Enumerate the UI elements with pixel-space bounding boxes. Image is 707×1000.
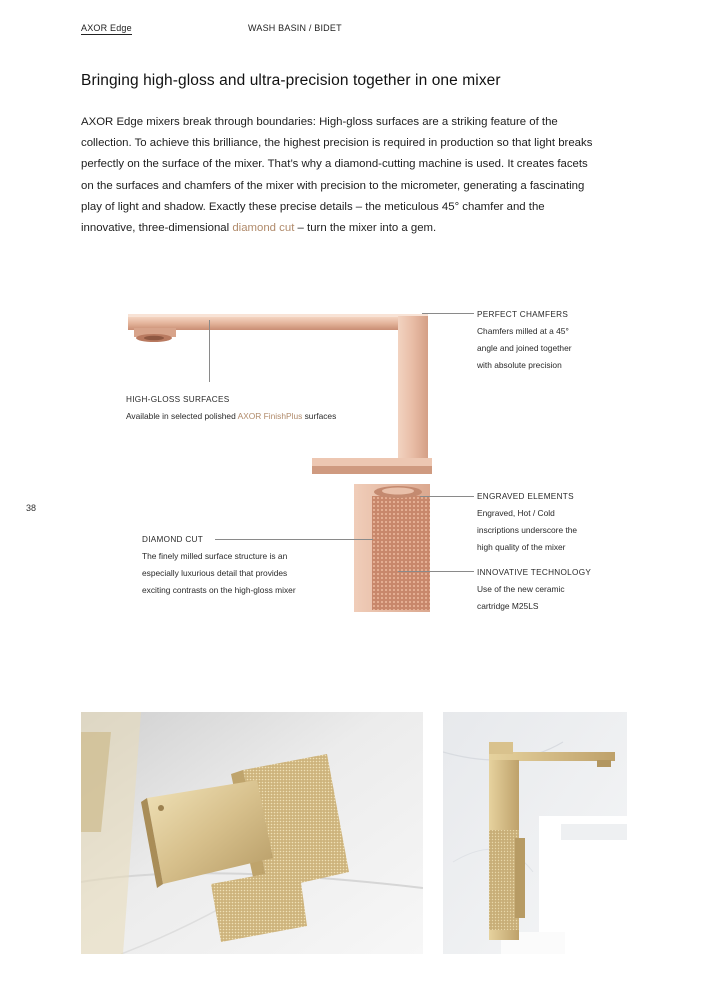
callout-title: HIGH-GLOSS SURFACES [126,395,230,404]
callout-text: surfaces [302,411,337,421]
callout-line: high quality of the mixer [477,542,566,552]
mixer-basin-image [443,712,627,954]
callout-innovative-technology [477,564,591,615]
callout-line: angle and joined together [477,343,572,353]
callout-engraved-elements [477,488,577,556]
callout-line: cartridge M25LS [477,601,539,611]
callout-line: inscriptions underscore the [477,525,578,535]
intro-text-2: – turn the mixer into a gem. [294,222,437,235]
callout-line: The finely milled surface structure is an [142,551,288,561]
page-number: 38 [26,503,37,513]
callout-text: Available in selected polished [126,411,238,421]
callout-perfect-chamfers [477,306,572,374]
callout-line: Chamfers milled at a 45° [477,326,569,336]
callout-line: especially luxurious detail that provides [142,568,288,578]
photo-mixer-closeup [81,712,423,954]
callout-high-gloss [126,391,336,425]
leader-line-chamfers [422,313,474,314]
leader-line-innovative [398,571,474,572]
section-label: WASH BASIN / BIDET [248,23,342,33]
callout-title: ENGRAVED ELEMENTS [477,492,574,501]
callout-title: DIAMOND CUT [142,535,204,544]
callout-diamond-cut [142,531,296,599]
photo-mixer-basin [443,712,627,954]
brand-label: AXOR Edge [81,23,132,33]
callout-line: exciting contrasts on the high-gloss mixer [142,585,296,595]
callout-title: INNOVATIVE TECHNOLOGY [477,568,592,577]
mixer-closeup-image [81,712,423,954]
leader-line-engraved [420,496,474,497]
callout-title: PERFECT CHAMFERS [477,310,569,319]
leader-line-high-gloss [209,320,210,382]
callout-line [126,408,336,425]
callout-line: with absolute precision [477,360,562,370]
intro-highlight: diamond cut [232,222,295,235]
intro-text-1: AXOR Edge mixers break through boundaries: High-gloss surfaces are a striking feature of the collection. To achieve this brilliance, the highest precision is required in production so that light breaks perfectly on the surface of the mixer. That’s why a diamond-cutting machine is used. It creates facets on the surfaces and chamfers of the mixer with precision to the micrometer, generating a fascinating play of light and shadow. Exactly these precise details – the meticulous 45° chamfer and the innovative, three-dimensional [81,116,593,235]
page-title: Bringing high-gloss and ultra-precision together in one mixer [81,72,501,89]
finishplus-highlight: AXOR FinishPlus [237,411,303,421]
callout-line: Engraved, Hot / Cold [477,508,555,518]
callout-line: Use of the new ceramic [477,584,565,594]
